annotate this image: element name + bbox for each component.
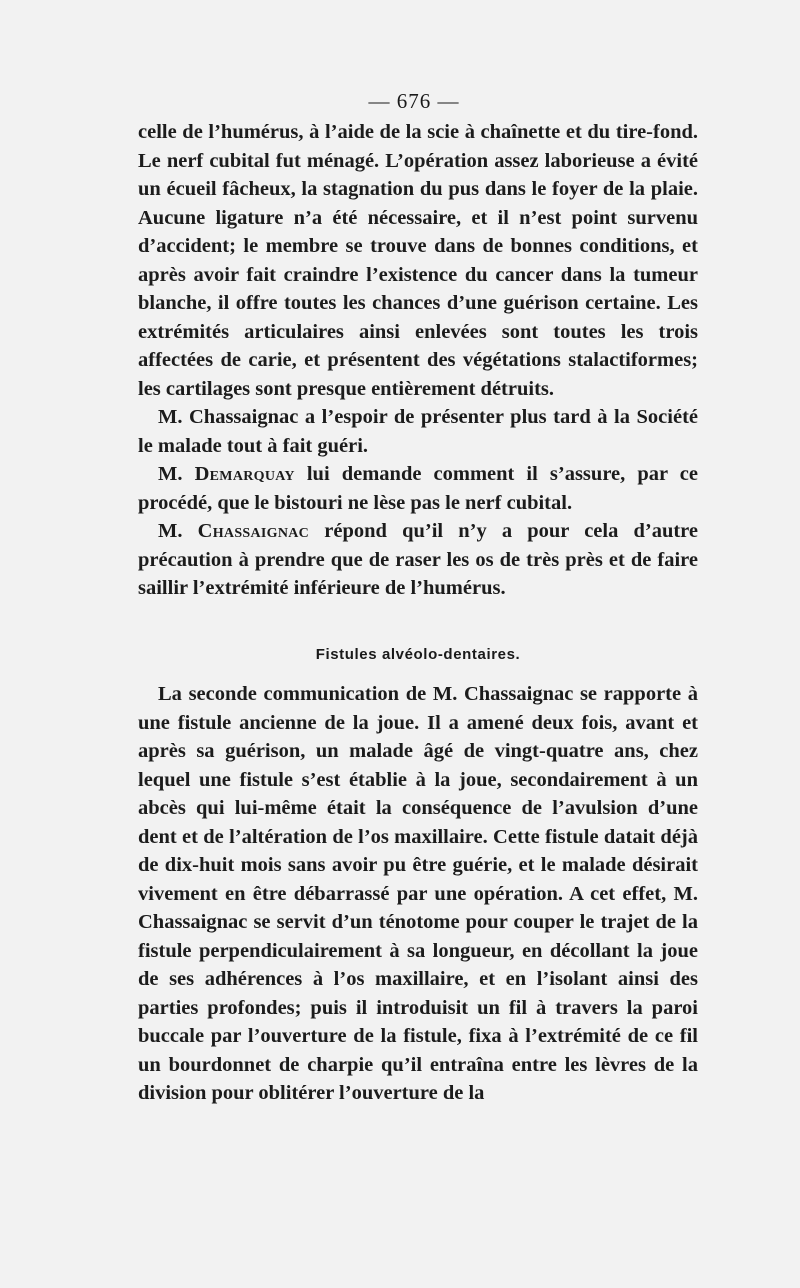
speaker-prefix: M. [158, 463, 183, 485]
text-block-bottom [138, 680, 698, 1108]
paragraph-demarquay-question [138, 460, 698, 517]
paragraph-resection: celle de l’humérus, à l’aide de la scie à chaînette et du tire-fond. Le nerf cubital fut ménagé. L’opération assez laborieuse a évité un écueil fâcheux, la stagnation du pus dans le foyer de la plaie. Aucune ligature n’a été nécessaire, et il n’est point survenu d’accident; le membre se trouve dans de bonnes conditions, et après avoir fait craindre l’existence du cancer dans la tumeur blanche, il offre toutes les chances d’une guérison certaine. Les extrémités articulaires ainsi enlevées sont toutes les trois affectées de carie, et présentent des végétations stalactiformes; les cartilages sont presque entièrement détruits. [138, 121, 698, 400]
speaker-name-demarquay: Demarquay [194, 463, 295, 485]
paragraph-chassaignac-reply [138, 517, 698, 603]
speaker-prefix: M. [158, 520, 183, 542]
paragraph-fistula: La seconde communication de M. Chassaignac se rapporte à une fistule ancienne de la joue. Il a amené deux fois, avant et après sa guérison, un malade âgé de vingt-quatre ans, chez lequel une fistule s’est établie à la joue, secondairement à un abcès qui lui-même était la conséquence de l’avulsion d’une dent et de l’altération de l’os maxillaire. Cette fistule datait déjà de dix-huit mois sans avoir pu être guérie, et le malade désirait vivement en être débarrassé par une opération. A cet effet, M. Chassaignac se servit d’un ténotome pour couper le trajet de la fistule perpendiculairement à sa longueur, en décollant la joue de ses adhérences à l’os maxillaire, et en l’isolant ainsi des parties profondes; puis il introduisit un fil à travers la paroi buccale par l’ouverture de la fistule, fixa à l’extrémité de ce fil un bourdonnet de charpie qu’il entraîna entre les lèvres de la division pour oblitérer l’ouverture de la [138, 683, 698, 1104]
speech-text: répond qu’il n’y a pour cela d’autre précaution à prendre que de raser les os de très près et de faire saillir l’extrémité inférieure de l’humérus. [138, 520, 699, 599]
paragraph-hope: M. Chassaignac a l’espoir de présenter plus tard à la Société le malade tout à fait guéri. [138, 406, 698, 457]
page-number: — 676 — [368, 89, 460, 113]
text-block-top [138, 118, 698, 603]
speaker-name-chassaignac: Chassaignac [197, 520, 310, 542]
section-heading: Fistules alvéolo-dentaires. [315, 646, 521, 663]
speech-text: lui demande comment il s’assure, par ce procédé, que le bistouri ne lèse pas le nerf cubital. [138, 463, 698, 514]
